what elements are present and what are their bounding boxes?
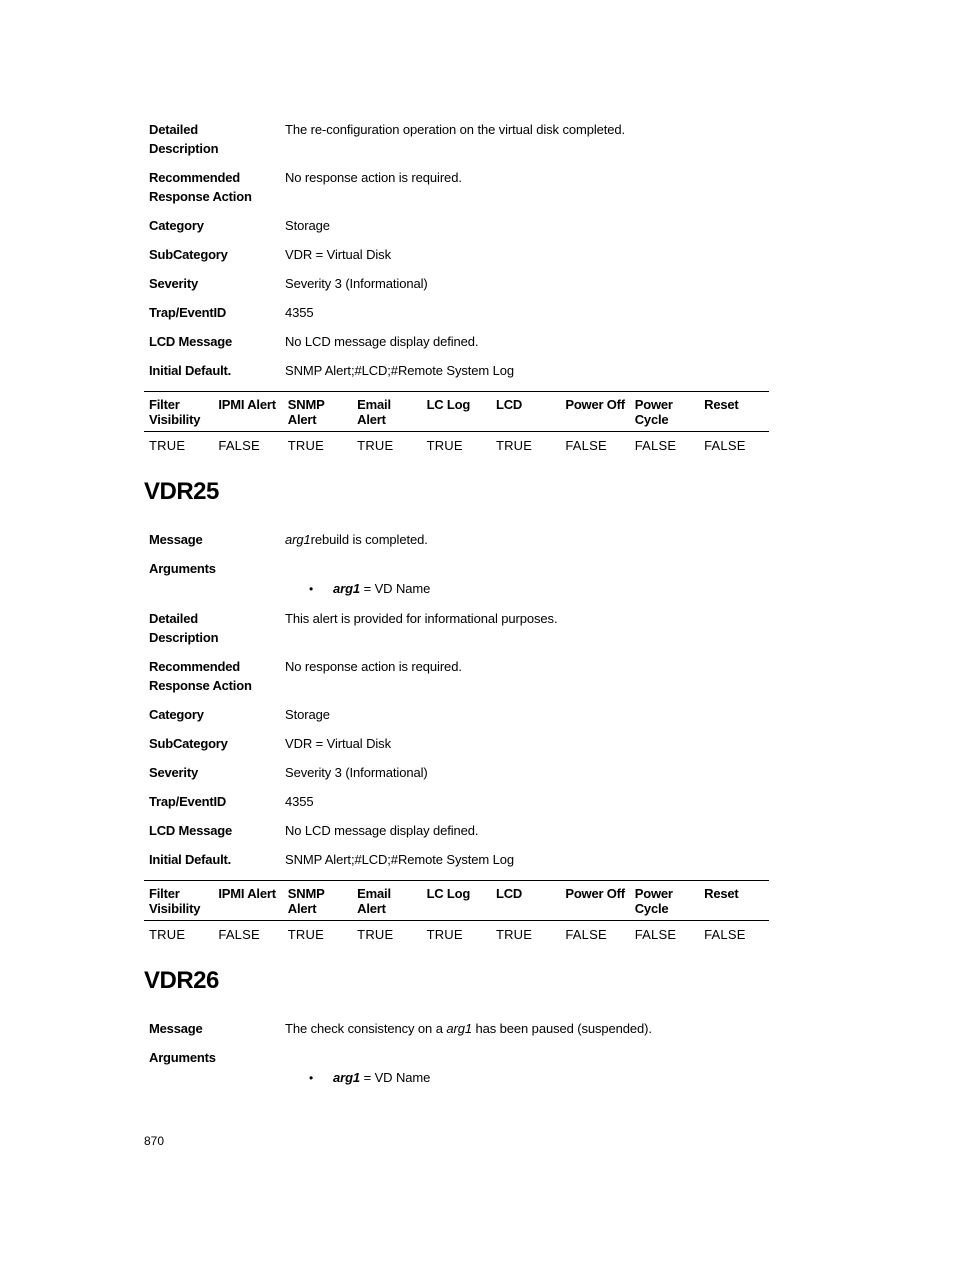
detail-value: Severity 3 (Informational) (285, 765, 428, 780)
message-post: has been paused (suspended). (471, 1021, 652, 1036)
argument-text: = VD Name (360, 1070, 431, 1085)
message-value (285, 1019, 769, 1038)
section-title-vdr25: VDR25 (144, 478, 219, 505)
filter-header-cell: SNMP Alert (287, 397, 325, 427)
detail-value: SNMP Alert;#LCD;#Remote System Log (285, 363, 515, 378)
filter-value-cell: FALSE (634, 438, 677, 453)
detail-label: SubCategory (149, 247, 228, 262)
detail-value: VDR = Virtual Disk (285, 736, 391, 751)
message-arg: arg1 (446, 1021, 472, 1036)
filter-header-cell: Reset (704, 397, 739, 412)
detail-value: VDR = Virtual Disk (285, 247, 391, 262)
argument-item (285, 1068, 769, 1088)
detail-label: Trap/EventID (149, 794, 227, 809)
message-value (285, 530, 769, 549)
event-details-block (149, 1019, 769, 1088)
detail-label: Severity (149, 765, 198, 780)
filter-value-cell: TRUE (426, 927, 463, 942)
filter-value-cell: FALSE (704, 438, 746, 453)
detail-row (149, 303, 769, 322)
filter-value-cell: FALSE (565, 438, 607, 453)
arguments-row (149, 559, 769, 599)
filter-value-cell: TRUE (495, 438, 533, 453)
detail-label: Severity (149, 276, 198, 291)
filter-value-cell: FALSE (634, 927, 677, 942)
detail-row (149, 763, 769, 782)
detail-value: No LCD message display defined. (285, 334, 479, 349)
message-arg: arg1 (285, 532, 311, 547)
detail-row (149, 734, 769, 753)
detail-value: Severity 3 (Informational) (285, 276, 428, 291)
filter-header-cell: Filter Visibility (149, 397, 201, 427)
filter-header-cell: Filter Visibility (149, 886, 201, 916)
message-row (149, 530, 769, 549)
filter-header-cell: Power Cycle (634, 886, 673, 916)
detail-row (149, 657, 769, 695)
detail-value: No LCD message display defined. (285, 823, 479, 838)
detail-value: 4355 (285, 305, 314, 320)
detail-label: Initial Default. (149, 852, 232, 867)
detail-value: No response action is required. (285, 170, 462, 185)
argument-item (285, 579, 769, 599)
filter-value-cell: TRUE (357, 438, 394, 453)
event-details-block (149, 120, 769, 380)
filter-header-cell: SNMP Alert (287, 886, 325, 916)
detail-value: 4355 (285, 794, 314, 809)
detail-label: Trap/EventID (149, 305, 227, 320)
filter-header-cell: IPMI Alert (218, 397, 276, 412)
detail-value: Storage (285, 218, 330, 233)
detail-label: SubCategory (149, 736, 228, 751)
detail-row (149, 168, 769, 206)
filter-value-cell: FALSE (218, 438, 260, 453)
filter-header-cell: LCD (495, 397, 523, 412)
filter-table-row (144, 432, 769, 458)
detail-value: The re-configuration operation on the virtual disk completed. (285, 122, 626, 137)
message-text: rebuild is completed. (310, 532, 428, 547)
detail-row (149, 332, 769, 351)
page-number: 870 (144, 1134, 165, 1148)
section-title-vdr26: VDR26 (144, 967, 219, 994)
filter-header-cell: Power Off (565, 397, 625, 412)
message-row (149, 1019, 769, 1038)
detail-label: Message (149, 1021, 203, 1036)
filter-value-cell: FALSE (565, 927, 607, 942)
bullet-icon: • (309, 1071, 314, 1085)
filter-value-cell: TRUE (495, 927, 533, 942)
detail-label: Recommended Response Action (149, 170, 252, 204)
filter-value-cell: FALSE (704, 927, 746, 942)
filter-value-cell: TRUE (287, 438, 324, 453)
detail-value: SNMP Alert;#LCD;#Remote System Log (285, 852, 515, 867)
detail-label: LCD Message (149, 334, 233, 349)
argument-name: arg1 (333, 1070, 361, 1085)
detail-value: This alert is provided for informational purposes. (285, 611, 558, 626)
filter-value-cell: TRUE (426, 438, 463, 453)
filter-table (144, 880, 769, 947)
detail-label: Message (149, 532, 203, 547)
detail-row (149, 216, 769, 235)
filter-table (144, 391, 769, 458)
detail-row (149, 850, 769, 869)
detail-label: Arguments (149, 561, 216, 576)
detail-row (149, 120, 769, 158)
filter-table-header (144, 392, 769, 432)
detail-label: Arguments (149, 1050, 216, 1065)
filter-header-cell: Power Cycle (634, 397, 673, 427)
detail-label: Category (149, 218, 204, 233)
argument-list (285, 559, 769, 599)
filter-table-row (144, 921, 769, 947)
detail-row (149, 705, 769, 724)
filter-header-cell: LCD (495, 886, 523, 901)
filter-header-cell: Power Off (565, 886, 625, 901)
detail-value: No response action is required. (285, 659, 462, 674)
detail-label: Detailed Description (149, 122, 219, 156)
filter-table-header (144, 881, 769, 921)
detail-label: Category (149, 707, 204, 722)
detail-value: Storage (285, 707, 330, 722)
event-details-block (149, 530, 769, 869)
message-pre: The check consistency on a (285, 1021, 447, 1036)
filter-header-cell: Email Alert (357, 886, 391, 916)
argument-list (285, 1048, 769, 1088)
filter-value-cell: TRUE (357, 927, 394, 942)
detail-row (149, 274, 769, 293)
bullet-icon: • (309, 582, 314, 596)
detail-row (149, 821, 769, 840)
filter-value-cell: TRUE (149, 438, 186, 453)
detail-label: Initial Default. (149, 363, 232, 378)
arguments-row (149, 1048, 769, 1088)
filter-value-cell: FALSE (218, 927, 260, 942)
argument-text: = VD Name (360, 581, 431, 596)
filter-header-cell: Email Alert (357, 397, 391, 427)
detail-row (149, 792, 769, 811)
filter-header-cell: LC Log (426, 886, 471, 901)
detail-label: Detailed Description (149, 611, 219, 645)
detail-row (149, 245, 769, 264)
filter-value-cell: TRUE (149, 927, 186, 942)
detail-row (149, 609, 769, 647)
detail-label: Recommended Response Action (149, 659, 252, 693)
filter-header-cell: IPMI Alert (218, 886, 276, 901)
filter-value-cell: TRUE (287, 927, 324, 942)
filter-header-cell: Reset (704, 886, 739, 901)
detail-label: LCD Message (149, 823, 233, 838)
detail-row (149, 361, 769, 380)
filter-header-cell: LC Log (426, 397, 471, 412)
argument-name: arg1 (333, 581, 361, 596)
